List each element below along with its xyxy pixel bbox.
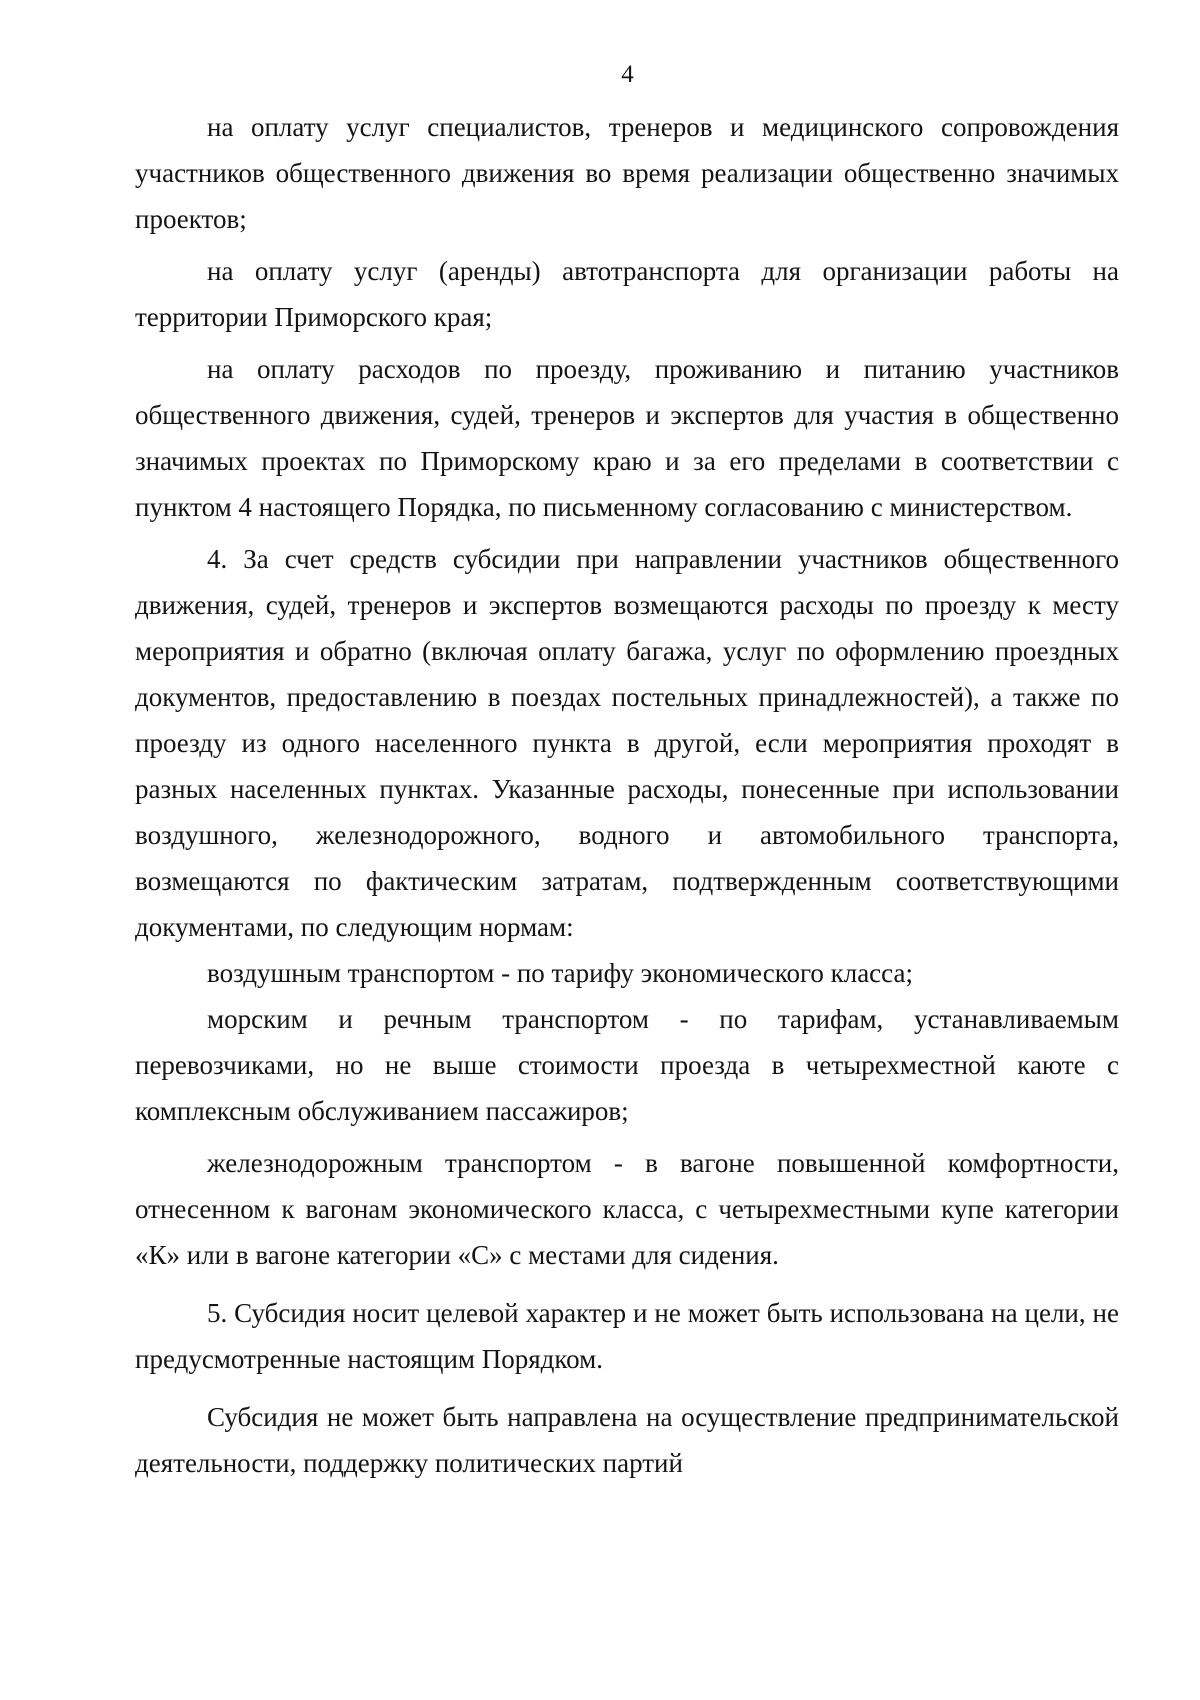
page-number: 4 [621,61,634,88]
paragraph-item-4: 4. За счет средств субсидии при направлении участников общественного движения, судей, тренеров и экспертов возмещаются расходы по проезду к месту мероприятия и обратно (включая оплату багажа, услуг по оформлению проездных документов, предоставлению в поездах постельных принадлежностей), а также по проезду из одного населенного пункта в другой, если мероприятия проходят в разных населенных пунктах. Указанные расходы, понесенные при использовании воздушного, железнодорожного, водного и автомобильного транспорта, возмещаются по фактическим затратам, подтвержденным соответствующими документами, по следующим нормам: [135,544,1119,942]
paragraph-sea-river-transport: морским и речным транспортом - по тарифам, устанавливаемым перевозчиками, но не выше стоимости проезда в четырехместной каюте с комплексным обслуживанием пассажиров; [135,1004,1119,1126]
paragraph-item-5: 5. Субсидия носит целевой характер и не может быть использована на цели, не предусмотренные настоящим Порядком. [135,1298,1119,1374]
paragraph-subsidy-restrictions: Субсидия не может быть направлена на осуществление предпринимательской деятельности, поддержку политических партий [135,1402,1119,1478]
document-body [135,104,1119,1486]
paragraph-air-transport: воздушным транспортом - по тарифу экономического класса; [207,958,913,988]
paragraph-rail-transport: железнодорожным транспортом - в вагоне повышенной комфортности, отнесенном к вагонам экономического класса, с четырехместными купе категории «К» или в вагоне категории «С» с местами для сидения. [135,1148,1119,1270]
paragraph-travel-expenses: на оплату расходов по проезду, проживанию и питанию участников общественного движения, судей, тренеров и экспертов для участия в общественно значимых проектах по Приморскому краю и за его пределами в соответствии с пунктом 4 настоящего Порядка, по письменному согласованию с министерством. [135,354,1119,522]
paragraph-vehicle-rental: на оплату услуг (аренды) автотранспорта для организации работы на территории Приморского края; [135,256,1119,332]
paragraph-specialists-payment: на оплату услуг специалистов, тренеров и медицинского сопровождения участников общественного движения во время реализации общественно значимых проектов; [135,112,1119,234]
